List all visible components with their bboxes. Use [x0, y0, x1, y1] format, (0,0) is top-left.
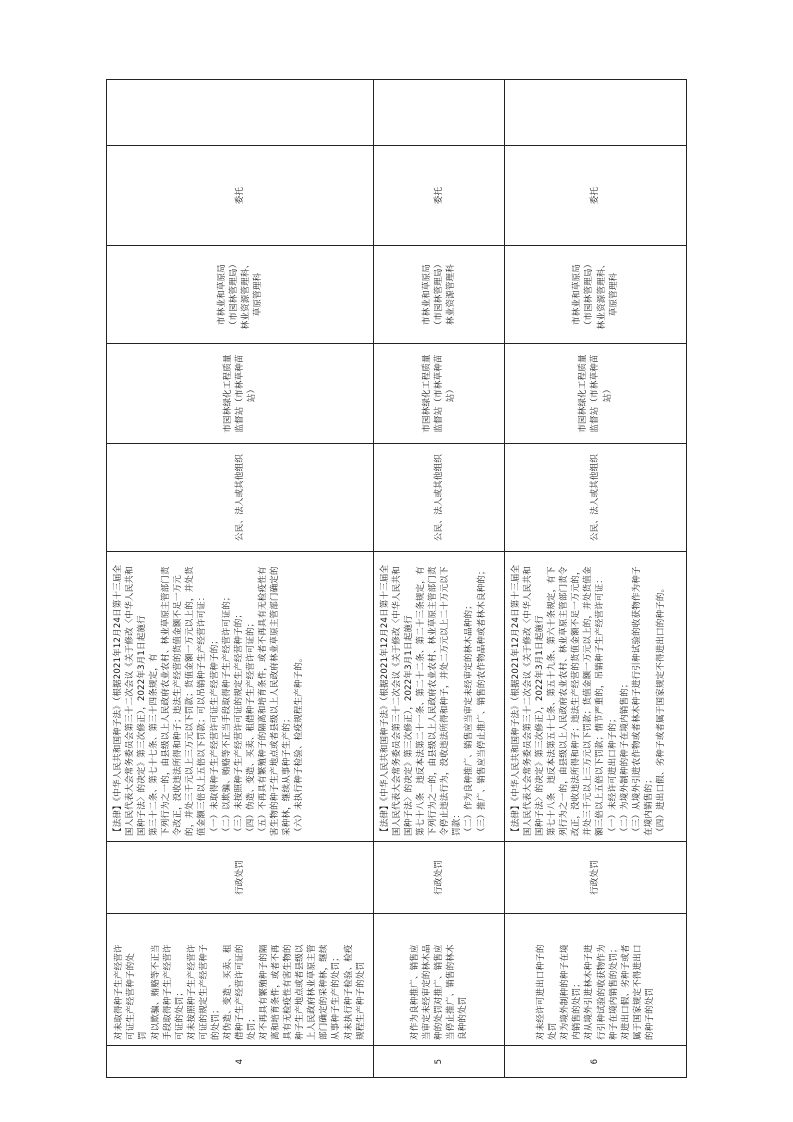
basis-line: 国人民代表大会常务委员会第三十二次会议《关于修改〈中华人民共和 [125, 566, 136, 836]
item-line: 行引种试验的收获物作为 [596, 944, 607, 1040]
item-line: 良种的处罚 [458, 996, 469, 1040]
basis-line: 国种子法〉的决定》第三次修正），2022年3月1日起施行 [404, 615, 415, 836]
basis-line: 【法律】《中华人民共和国种子法》（根据2021年12月24日第十三届全 [113, 564, 123, 836]
basis-line: （三）未按照种子生产经营许可证的规定生产经营种子的； [233, 609, 244, 836]
implementing-unit [107, 344, 374, 444]
item-line: 规程生产种子的处罚 [355, 961, 366, 1040]
commission-line: 市林业和草原局 [216, 264, 227, 325]
item-line: 对以欺骗、贿赂等不正当 [150, 944, 161, 1040]
basis-line: 并处三千元以上三万元以下罚款；货值金额一万元以上的，并处货值金 [583, 566, 594, 836]
dept-line: 市园林绿化工程质量 [578, 354, 589, 433]
item-line: 罚 [138, 1031, 149, 1040]
target-subject-text: 公民、法人或其他组织 [234, 454, 245, 542]
dept-line: 站） [602, 384, 613, 403]
row-number [374, 1046, 505, 1078]
commission-line: 草原管理科 [608, 272, 619, 317]
delegation-type [107, 146, 374, 246]
item-line: 借种子生产经营许可证的 [234, 944, 245, 1040]
dept-line: 站） [446, 384, 457, 403]
basis-line: 采种林，继续从事种子生产的； [281, 714, 292, 836]
legal-basis [374, 552, 505, 842]
basis-line: 国人民代表大会常务委员会第三十二次会议《关于修改〈中华人民共和 [392, 566, 403, 836]
power-list-table [106, 79, 687, 1078]
delegating-unit [107, 246, 374, 344]
target-subject [107, 444, 374, 552]
item-line: 对为境外制种的种子在境 [560, 944, 571, 1040]
basis-line: 额三倍以上五倍以下罚款；情节严重的，吊销种子生产经营许可证： [595, 574, 606, 836]
power-category [374, 842, 505, 914]
item-line: 对未取得种子生产经营许 [114, 944, 125, 1040]
power-item-name [505, 914, 687, 1046]
item-line: 上人民政府林业草原主管 [307, 944, 318, 1040]
basis-line: 第七十八条 违反本法第二十一条、第二十二条、第二十三条规定，有 [416, 566, 427, 836]
item-line: 属于国家规定不得进出口 [632, 944, 643, 1040]
dept-line: 市园林绿化工程质量 [222, 354, 233, 433]
table-row [505, 80, 687, 1078]
basis-line: （三）推广、销售应当停止推广、销售的农作物品种或者林木良种的； [476, 566, 487, 836]
dept-line: 监督站（市林草种苗 [234, 354, 245, 433]
item-line: 对伪造、变造、买卖、租 [222, 944, 233, 1040]
power-category-text: 行政处罚 [590, 860, 601, 895]
item-line: 的处罚； [210, 1005, 221, 1040]
commission-line: 市林业和草原局 [572, 264, 583, 325]
row-number-text: 5 [433, 1058, 444, 1065]
row-number [505, 1046, 687, 1078]
basis-line: 令停止违法行为，没收违法所得和种子，并处二万元以上二十万元以下 [440, 566, 451, 836]
commission-line: 市林业和草原局 [421, 264, 432, 325]
delegation-type-text: 委托 [433, 186, 444, 205]
item-line: 种子生产地点或者县级以 [295, 944, 306, 1040]
item-line: 对不再具有繁殖种子的隔 [259, 944, 270, 1040]
basis-line: 改正，没收违法所得和种子；违法生产经营的货值金额不足一万元的， [571, 566, 582, 836]
item-line: 对未执行种子检验、检疫 [343, 944, 354, 1040]
item-line: 当停止推广、销售的林木 [446, 944, 457, 1040]
item-line: 部门确定的采种林，继续 [319, 944, 330, 1040]
power-category-text: 行政处罚 [433, 860, 444, 895]
item-line: 种的处罚对推广、销售应 [433, 944, 444, 1040]
basis-line: 第七十八条 违反本法第五十七条、第五十九条、第六十条规定，有下 [547, 566, 558, 836]
basis-line: 下列行为之一的，由县级以上人民政府农业农村、林业草原主管部门责 [428, 566, 439, 836]
basis-line: 列行为之一的，由县级以上人民政府农业农村、林业草原主管部门责令 [559, 566, 570, 836]
item-line: 处罚； [247, 1013, 258, 1040]
implementing-unit [505, 344, 687, 444]
item-line: 内销售的处罚； [572, 979, 583, 1040]
implementing-unit [374, 344, 505, 444]
item-line: 离和培育条件，或者不再 [271, 944, 282, 1040]
dept-line: 监督站（市林草种苗 [590, 354, 601, 433]
basis-line: （二）作为良种推广、销售应当审定未经审定的林木品种的； [464, 601, 475, 836]
table-row [107, 80, 374, 1078]
basis-line: 下列行为之一的，由县级以上人民政府农业农村、林业草原主管部门责 [161, 566, 172, 836]
power-category-text: 行政处罚 [234, 860, 245, 895]
remark [374, 80, 505, 146]
item-line: 对未经许可进出口种子的 [536, 944, 547, 1040]
basis-line: 国种子法〉的决定》第三次修正），2022年3月1日起施行 [137, 615, 148, 836]
commission-line: 林业资源管理科 [446, 264, 457, 325]
delegating-unit [505, 246, 687, 344]
basis-line: （四）伪造、变造、买卖、租借种子生产经营许可证的； [245, 618, 256, 836]
item-line: 对从境外引进林木种子进 [584, 944, 595, 1040]
remark [505, 80, 687, 146]
delegation-type [374, 146, 505, 246]
basis-line: （一）未取得种子生产经营许可证生产经营种子的； [209, 635, 220, 836]
basis-line: （二）为境外制种的种子在境内销售的； [619, 679, 630, 836]
row-number-text: 4 [234, 1058, 245, 1065]
commission-line: （市园林管理局） [433, 259, 444, 330]
delegation-type-text: 委托 [234, 186, 245, 205]
commission-line: 草原管理科 [253, 272, 264, 317]
target-subject-text: 公民、法人或其他组织 [590, 454, 601, 542]
delegation-type [505, 146, 687, 246]
item-line: 对作为良种推广、销售应 [409, 944, 420, 1040]
dept-line: 站） [247, 384, 258, 403]
basis-line: （五）不再具有繁殖种子的隔离和培育条件，或者不再具有无检疫性有 [257, 566, 268, 836]
item-line: 从事种子生产的处罚； [331, 952, 342, 1040]
basis-line: （三）从境外引进农作物或者林木种子进行引种试验的收获物作为种子 [631, 566, 642, 836]
power-item-name [374, 914, 505, 1046]
item-line: 具有无检疫性有害生物的 [283, 944, 294, 1040]
target-subject [374, 444, 505, 552]
item-line: 可证的处罚； [174, 987, 185, 1040]
commission-line: 林业资源管理科、 [596, 259, 607, 330]
commission-line: （市园林管理局） [228, 259, 239, 330]
item-line: 可证生产经营种子的处 [126, 952, 137, 1040]
target-subject [505, 444, 687, 552]
basis-line: 罚款： [452, 809, 463, 836]
rotated-table-page [106, 80, 686, 1078]
basis-line: 第三十二条、第七十七条、第三十四条规定，有 [149, 653, 160, 836]
basis-line: 的，并处三千元以上三万元以下罚款；货值金额一万元以上的，并处货 [185, 566, 196, 836]
item-line: 的种子的处罚 [644, 987, 655, 1040]
basis-line: 【法律】《中华人民共和国种子法》（根据2021年12月24日第十三届全 [380, 564, 390, 836]
item-line: 当审定未经审定的林木品 [421, 944, 432, 1040]
power-item-name [107, 914, 374, 1046]
basis-line: 【法律】《中华人民共和国种子法》（根据2021年12月24日第十三届全 [511, 564, 521, 836]
commission-line: 林业资源管理科、 [241, 259, 251, 330]
dept-line: 市园林绿化工程质量 [421, 354, 432, 433]
delegating-unit [374, 246, 505, 344]
basis-line: 国种子法〉的决定》第三次修正），2022年3月1日起施行 [535, 615, 546, 836]
item-line: 处罚 [548, 1022, 559, 1040]
legal-basis [107, 552, 374, 842]
basis-line: 国人民代表大会常务委员会第三十二次会议《关于修改〈中华人民共和 [523, 566, 534, 836]
basis-line: （四）进出口假、劣种子或者属于国家规定不得进出口的种子的。 [655, 583, 666, 836]
basis-line: 在境内销售的； [643, 775, 654, 836]
target-subject-text: 公民、法人或其他组织 [433, 454, 444, 542]
basis-line: （二）以欺骗、贿赂等不正当手段取得种子生产经营许可证的； [221, 592, 232, 836]
item-line: 对进出口假、劣种子或者 [620, 944, 631, 1040]
row-number-text: 6 [590, 1058, 601, 1065]
item-line: 对未按照种子生产经营许 [186, 944, 197, 1040]
table-row [374, 80, 505, 1078]
basis-line: 令改正，没收违法所得和种子；违法生产经营的货值金额不足一万元 [173, 574, 184, 836]
dept-line: 监督站（市林草种苗 [433, 354, 444, 433]
row-number [107, 1046, 374, 1078]
power-category [107, 842, 374, 914]
basis-line: （六）未执行种子检验、检疫规程生产种子的。 [293, 653, 304, 836]
legal-basis [505, 552, 687, 842]
delegation-type-text: 委托 [590, 186, 601, 205]
basis-line: （一）未经许可进出口种子的； [607, 714, 618, 836]
basis-line: 值金额三倍以上五倍以下罚款；可以吊销种子生产经营许可证： [197, 592, 208, 836]
commission-line: （市园林管理局） [584, 259, 595, 330]
item-line: 种子在境内销售的处罚； [608, 944, 619, 1040]
power-category [505, 842, 687, 914]
basis-line: 害生物的种子生产地点或者县级以上人民政府林业草原主管部门确定的 [269, 566, 280, 836]
remark [107, 80, 374, 146]
item-line: 手段取得种子生产经营许 [162, 944, 173, 1040]
item-line: 可证的规定生产经营种子 [198, 944, 209, 1040]
